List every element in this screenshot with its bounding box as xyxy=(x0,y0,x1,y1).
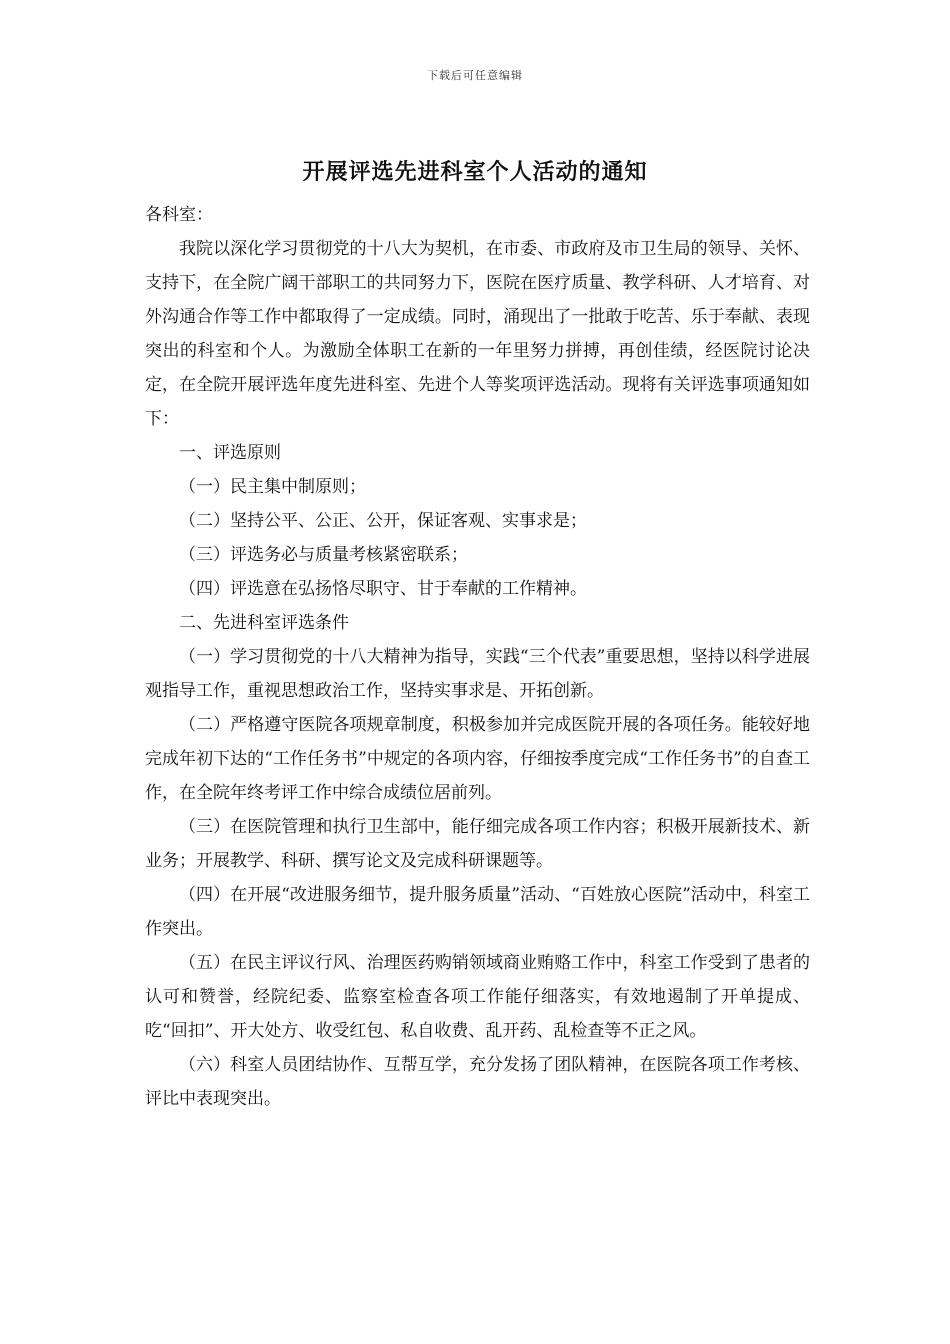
principle-item: （二）坚持公平、公正、公开，保证客观、实事求是； xyxy=(179,511,587,531)
principle-item: （三）评选务必与质量考核紧密联系； xyxy=(179,545,468,565)
principle-item: （四）评选意在弘扬恪尽职守、甘于奉献的工作精神。 xyxy=(179,579,587,599)
section-heading-principles: 一、评选原则 xyxy=(179,443,281,463)
salutation: 各科室： xyxy=(145,205,213,225)
criteria-item: （一）学习贯彻党的十八大精神为指导，实践“三个代表”重要思想，坚持以科学进展观指导工作，重视思想政治工作，坚持实事求是、开拓创新。 xyxy=(145,647,810,701)
section-heading-criteria: 二、先进科室评选条件 xyxy=(179,613,349,633)
principle-item: （一）民主集中制原则； xyxy=(179,477,366,497)
document-body xyxy=(145,198,810,1116)
criteria-item: （六）科室人员团结协作、互帮互学，充分发扬了团队精神，在医院各项工作考核、评比中表现突出。 xyxy=(145,1055,810,1109)
criteria-item: （四）在开展“改进服务细节，提升服务质量”活动、“百姓放心医院”活动中，科室工作突出。 xyxy=(145,885,810,939)
criteria-item: （五）在民主评议行风、治理医药购销领域商业贿赂工作中，科室工作受到了患者的认可和赞誉，经院纪委、监察室检查各项工作能仔细落实，有效地遏制了开单提成、吃“回扣”、开大处方、收受红包、私自收费、乱开药、乱检查等不正之风。 xyxy=(145,953,810,1041)
criteria-item: （二）严格遵守医院各项规章制度，积极参加并完成医院开展的各项任务。能较好地完成年初下达的“工作任务书”中规定的各项内容，仔细按季度完成“工作任务书”的自查工作，在全院年终考评工作中综合成绩位居前列。 xyxy=(145,715,810,803)
intro-paragraph: 我院以深化学习贯彻党的十八大为契机，在市委、市政府及市卫生局的领导、关怀、支持下，在全院广阔干部职工的共同努力下，医院在医疗质量、教学科研、人才培育、对外沟通合作等工作中都取得了一定成绩。同时，涌现出了一批敢于吃苦、乐于奉献、表现突出的科室和个人。为激励全体职工在新的一年里努力拼搏，再创佳绩，经医院讨论决定，在全院开展评选年度先进科室、先进个人等奖项评选活动。现将有关评选事项通知如下： xyxy=(145,239,810,429)
criteria-item: （三）在医院管理和执行卫生部中，能仔细完成各项工作内容；积极开展新技术、新业务；开展教学、科研、撰写论文及完成科研课题等。 xyxy=(145,817,810,871)
document-title: 开展评选先进科室个人活动的通知 xyxy=(302,159,648,185)
header-note: 下载后可任意编辑 xyxy=(427,69,523,82)
